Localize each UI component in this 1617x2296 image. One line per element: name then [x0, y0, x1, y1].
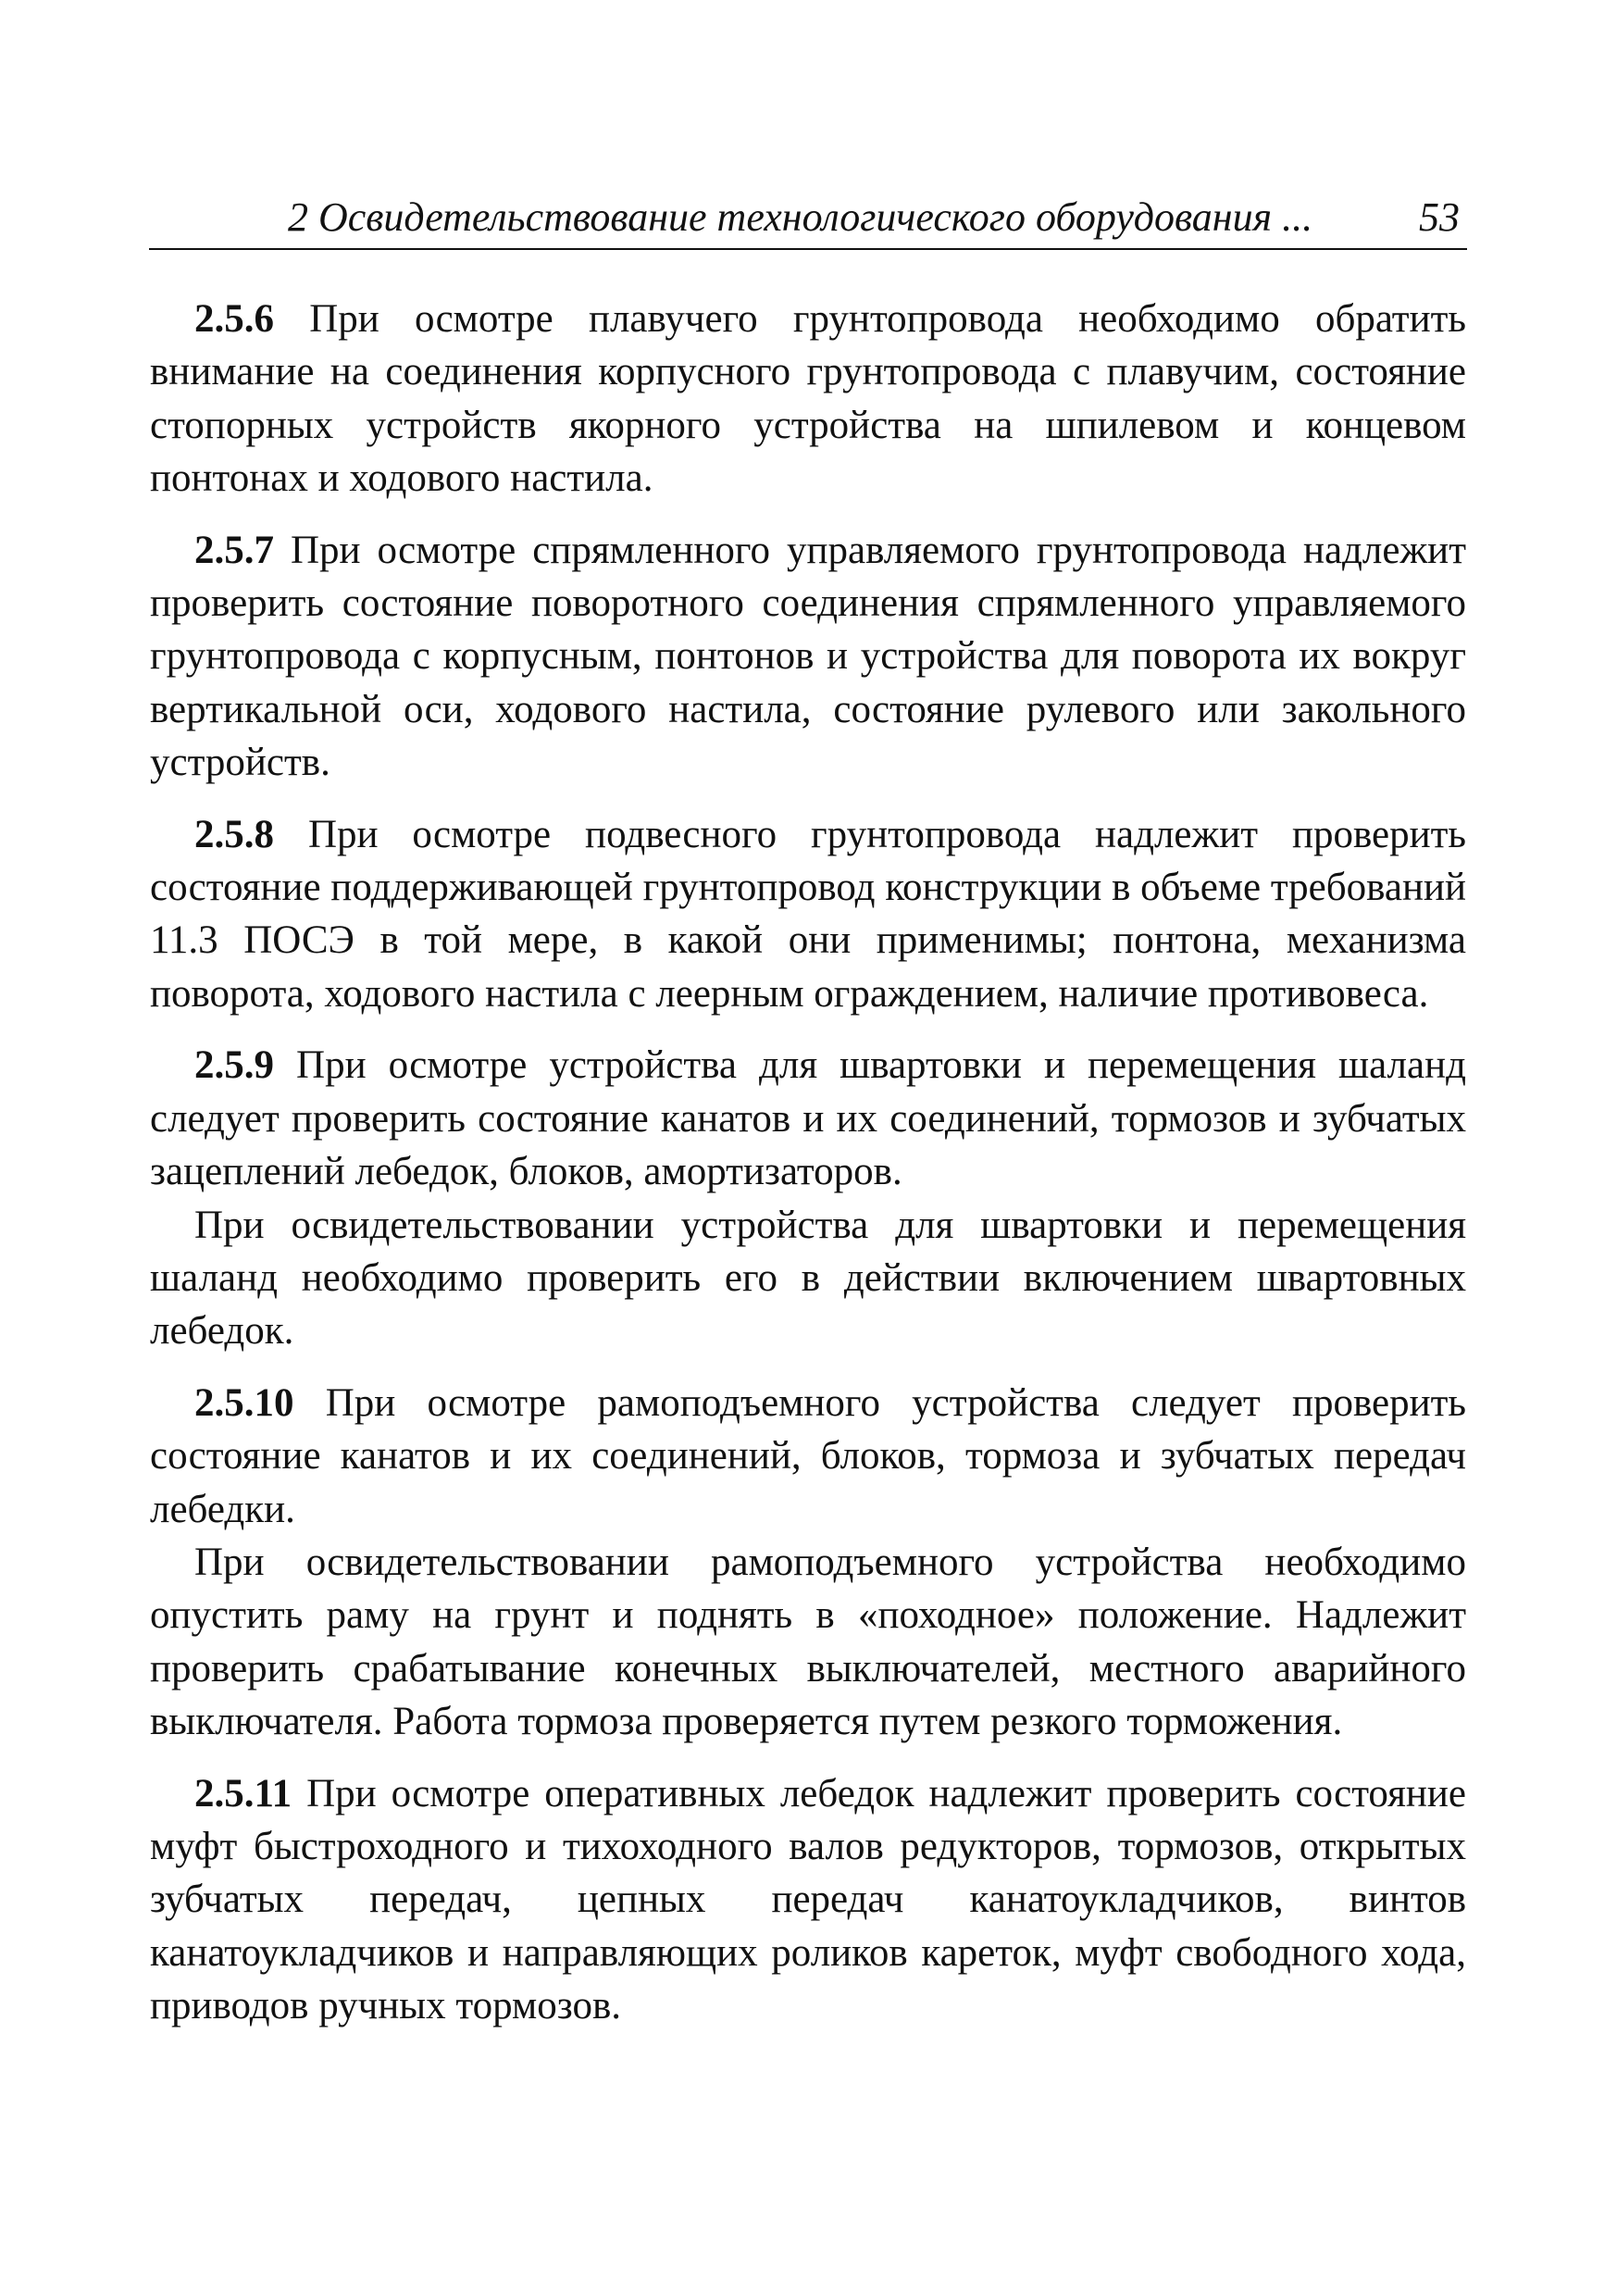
section-text: При осмотре плавучего грунтопровода необходимо обратить внимание на соединения корпусного грунтопровода с плавучим, состояние стопорных устройств якорного устройства на шпилевом и концевом понтонах и ходового настила.: [150, 297, 1466, 501]
section-text: При осмотре подвесного грунтопровода надлежит проверить состояние поддерживающей грунтопровод конструкции в объеме требований 11.3 ПОСЭ в той мере, в какой они применимы; понтона, механизма поворота, ходового настила с леерным ограждением, наличие противовеса.: [150, 812, 1467, 1016]
section-number: 2.5.11: [194, 1771, 292, 1816]
section-number: 2.5.9: [194, 1043, 274, 1088]
section-2-5-9: [150, 1039, 1466, 1198]
section-text: При осмотре рамоподъемного устройства следует проверить состояние канатов и их соединений, блоков, тормоза и зубчатых передач лебедки.: [150, 1380, 1467, 1531]
section-text: При осмотре спрямленного управляемого грунтопровода надлежит проверить состояние поворотного соединения спрямленного управляемого грунтопровода с корпусным, понтонов и устройства для поворота их вокруг вертикальной оси, ходового настила, состояние рулевого или закольного устройств.: [150, 528, 1466, 785]
page-number: 53: [1419, 194, 1460, 240]
section-text: При осмотре оперативных лебедок надлежит проверить состояние муфт быстроходного и тихоходного валов редукторов, тормозов, открытых зубчатых передач, цепных передач канатоукладчиков, винтов канатоукладчиков и направляющих роликов кареток, муфт свободного хода, приводов ручных тормозов.: [150, 1771, 1466, 2028]
section-number: 2.5.7: [194, 528, 274, 572]
section-2-5-11: [150, 1767, 1466, 2033]
section-2-5-8: [150, 808, 1466, 1021]
section-2-5-7: [150, 524, 1466, 790]
body-text: [150, 293, 1466, 2033]
section-2-5-10: [150, 1377, 1466, 1536]
section-2-5-9-continuation: При освидетельствовании устройства для швартовки и перемещения шаланд необходимо проверить его в действии включением швартовных лебедок.: [150, 1203, 1466, 1354]
header-title: 2 Освидетельствование технологического оборудования ...: [288, 194, 1313, 240]
section-number: 2.5.6: [194, 297, 274, 341]
section-2-5-6: [150, 293, 1466, 505]
section-number: 2.5.10: [194, 1380, 294, 1425]
section-number: 2.5.8: [194, 812, 274, 856]
running-header: [149, 191, 1467, 250]
section-2-5-10-continuation: При освидетельствовании рамоподъемного устройства необходимо опустить раму на грунт и поднять в «походное» положение. Надлежит проверить срабатывание конечных выключателей, местного аварийного выключателя. Работа тормоза проверяется путем резкого торможения.: [150, 1540, 1466, 1744]
section-text: При осмотре устройства для швартовки и перемещения шаланд следует проверить состояние канатов и их соединений, тормозов и зубчатых зацеплений лебедок, блоков, амортизаторов.: [150, 1043, 1466, 1194]
